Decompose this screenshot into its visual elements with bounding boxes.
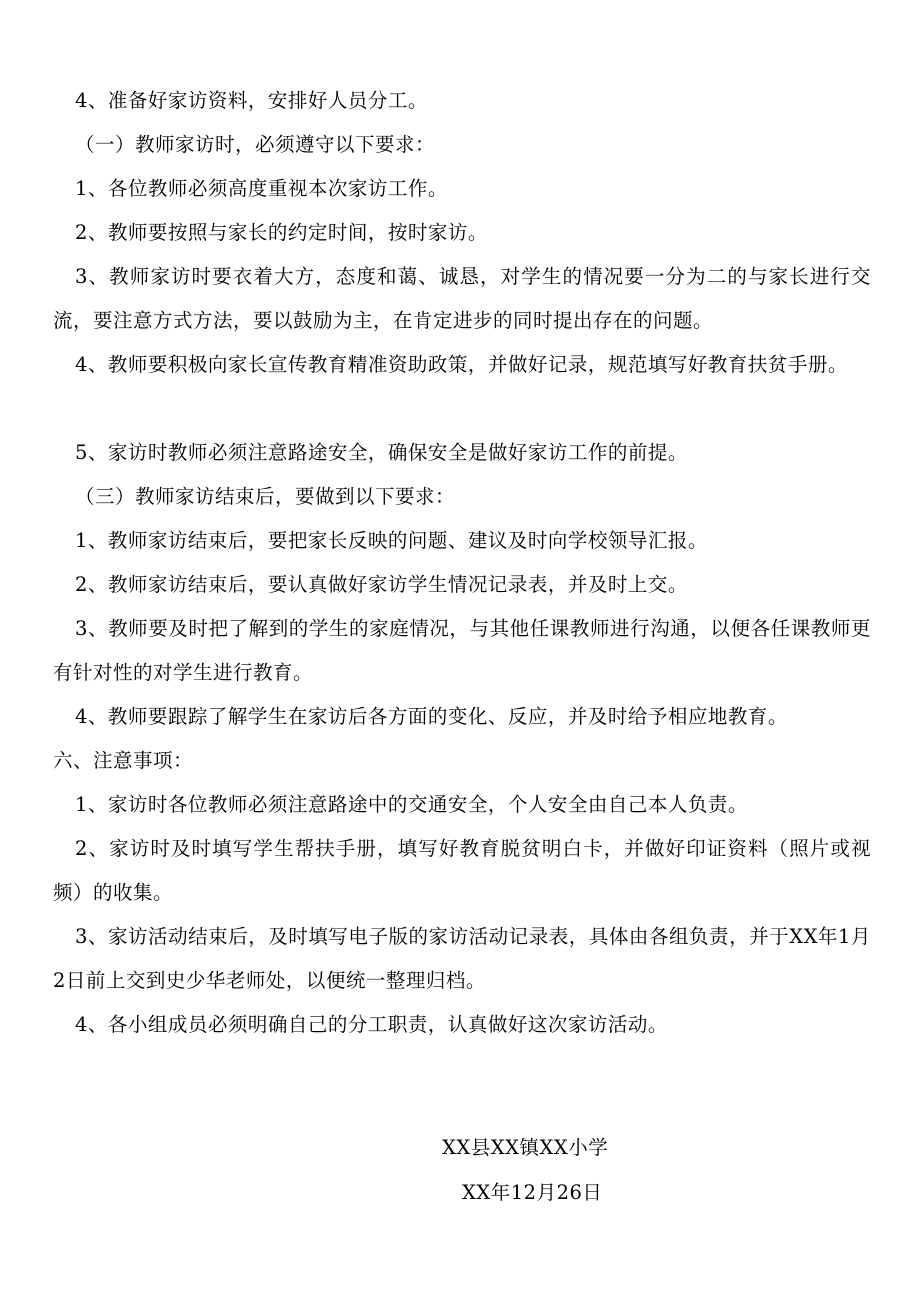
section-heading-notes: 六、注意事项： — [53, 749, 194, 772]
signature-date: XX年12月26日 — [462, 1181, 603, 1204]
paragraph-requirement-5: 5、家访时教师必须注意路途安全，确保安全是做好家访工作的前提。 — [75, 441, 688, 464]
signature-org: XX县XX镇XX小学 — [442, 1136, 609, 1159]
paragraph-requirement-4: 4、教师要积极向家长宣传教育精准资助政策，并做好记录，规范填写好教育扶贫手册。 — [75, 353, 848, 376]
paragraph-note-3: 3、家访活动结束后，及时填写电子版的家访活动记录表，具体由各组负责，并于XX年1月2日前上交到史少华老师处，以便统一整理归档。 — [53, 925, 871, 992]
paragraph-requirement-2: 2、教师要按照与家长的约定时间，按时家访。 — [75, 221, 488, 244]
paragraph-note-1: 1、家访时各位教师必须注意路途中的交通安全，个人安全由自己本人负责。 — [75, 793, 748, 816]
paragraph-after-4: 4、教师要跟踪了解学生在家访后各方面的变化、反应，并及时给予相应地教育。 — [75, 705, 788, 728]
paragraph-requirement-1: 1、各位教师必须高度重视本次家访工作。 — [75, 177, 448, 200]
paragraph-prep-materials: 4、准备好家访资料，安排好人员分工。 — [75, 89, 428, 112]
paragraph-note-4: 4、各小组成员必须明确自己的分工职责，认真做好这次家访活动。 — [75, 1013, 668, 1036]
paragraph-requirement-3: 3、教师家访时要衣着大方，态度和蔼、诚恳，对学生的情况要一分为二的与家长进行交流，要注意方式方法，要以鼓励为主，在肯定进步的同时提出存在的问题。 — [53, 265, 871, 332]
section-heading-visit-requirements: （一）教师家访时，必须遵守以下要求： — [75, 133, 436, 156]
paragraph-after-3: 3、教师要及时把了解到的学生的家庭情况，与其他任课教师进行沟通，以便各任课教师更有针对性的对学生进行教育。 — [53, 617, 871, 684]
paragraph-after-2: 2、教师家访结束后，要认真做好家访学生情况记录表，并及时上交。 — [75, 573, 688, 596]
paragraph-after-1: 1、教师家访结束后，要把家长反映的问题、建议及时向学校领导汇报。 — [75, 529, 708, 552]
section-heading-after-visit: （三）教师家访结束后，要做到以下要求： — [75, 485, 456, 508]
paragraph-note-2: 2、家访时及时填写学生帮扶手册，填写好教育脱贫明白卡，并做好印证资料（照片或视频）的收集。 — [53, 837, 871, 904]
